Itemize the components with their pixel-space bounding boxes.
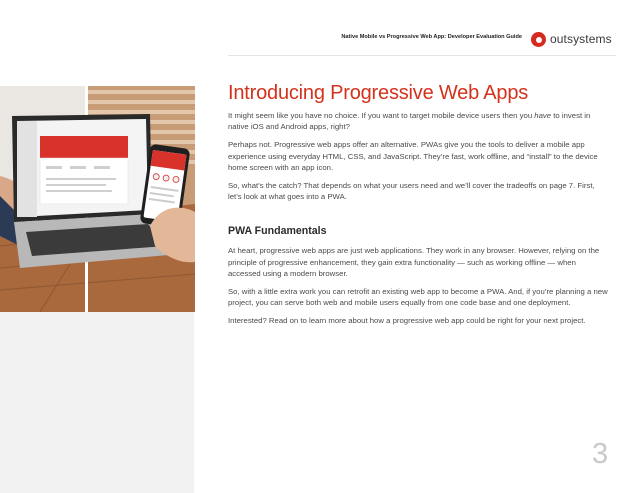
intro-paragraph-1-text-end: to invest in native iOS and Android apps, right? bbox=[228, 111, 591, 132]
section-paragraph-2: So, with a little extra work you can retrofit an existing web app to become a PWA. And, if you’re planning a new project, you can serve both web and mobile users equally from one code base and one deployment. bbox=[228, 287, 608, 308]
section-heading: PWA Fundamentals bbox=[228, 225, 327, 238]
outsystems-logo-icon bbox=[531, 32, 546, 47]
main-content bbox=[228, 81, 608, 334]
intro-paragraph-1-text: It might seem like you have no choice. If you want to target mobile device users then you bbox=[228, 111, 535, 120]
intro-paragraph-1 bbox=[228, 110, 608, 132]
section-paragraph-3: Interested? Read on to learn more about how a progressive web app could be right for your next project. bbox=[228, 316, 586, 326]
page-number: 3 bbox=[592, 438, 609, 470]
intro-paragraph-2: Perhaps not. Progressive web apps offer an alternative. PWAs give you the tools to deliver a mobile app experience using everyday HTML, CSS, and JavaScript. They’re fast, work offline, and “install” to the device home screen with an app icon. bbox=[228, 140, 598, 172]
page-title: Introducing Progressive Web Apps bbox=[228, 82, 529, 104]
brand-wordmark: outsystems bbox=[550, 32, 612, 46]
left-grey-panel bbox=[0, 311, 194, 493]
intro-paragraph-1-emphasis: have bbox=[534, 111, 552, 120]
laptop-phone-photo bbox=[0, 86, 195, 312]
header-divider bbox=[228, 55, 616, 56]
header-document-title: Native Mobile vs Progressive Web App: Developer Evaluation Guide bbox=[341, 34, 522, 40]
intro-paragraph-3: So, what’s the catch? That depends on what your users need and we’ll cover the tradeoffs on page 7. First, let’s look at what goes into a PWA. bbox=[228, 181, 595, 202]
section-paragraph-1: At heart, progressive web apps are just web applications. They work in any browser. However, relying on the principle of progressive enhancement, they gain extra functionality — such as working offline — when accessed using a modern browser. bbox=[228, 246, 600, 278]
outsystems-logo bbox=[531, 32, 611, 48]
